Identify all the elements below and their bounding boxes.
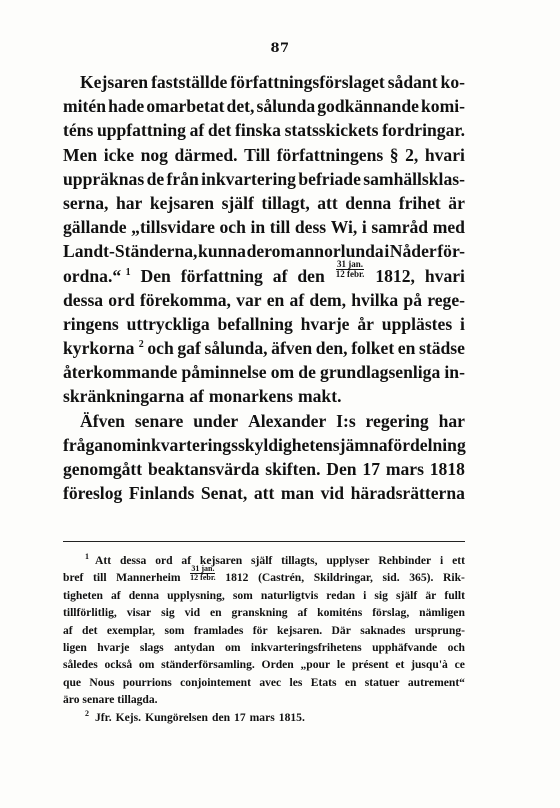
body-text [63,70,465,505]
text-line [63,258,465,288]
word: Nous [89,675,115,689]
word: in [250,217,266,238]
word: fördelning [387,434,466,455]
word: skränkningarna [63,386,185,407]
text-line [63,409,465,433]
word: författningens [276,144,384,165]
word: samråd [371,217,429,238]
word: bref [63,571,84,585]
word: förslag, [372,606,410,620]
word: 1818 [429,459,465,479]
word: antydan [174,640,215,654]
text-line [63,384,465,408]
word: man [280,483,315,504]
footnotes [63,552,465,726]
word: § [389,144,399,165]
word: af [181,554,192,567]
word: ständerförsamling. [161,658,255,672]
word: befriade [298,168,361,189]
footnote-line: äro senare tillagda. [63,693,158,707]
footnote-line [63,622,465,639]
footnote-ref: 2 [138,339,144,351]
word: 1815. [278,710,305,724]
word: denna [128,588,160,602]
word: en [266,289,285,310]
word: tillagts, [281,554,318,567]
word: som [232,588,253,602]
word: „tillsvidare [131,217,215,238]
text-line [63,70,465,94]
footnote-mark: 1 [85,552,89,562]
word: ko- [440,72,465,92]
date-denominator: 12 febr. [335,268,365,279]
word: ord [108,289,135,310]
footnote-line [63,656,465,673]
word: sålunda [256,96,316,117]
word: af [63,623,73,637]
text-line [63,457,465,481]
word: sig [374,588,388,602]
date-fraction [190,565,215,586]
word: redan [326,588,356,602]
word: hvari [424,144,465,165]
word: komiténs [317,606,363,620]
date-numerator: 31 jan. [191,564,215,574]
word: mitén [63,96,106,117]
word: frihet [398,192,441,213]
word: derom [246,241,296,262]
word: af [189,120,205,141]
word: et [395,658,405,672]
text-line [63,239,465,263]
word: granskning [231,606,288,620]
word: Alexander [248,410,327,431]
word: mars [385,459,424,479]
word: häradsrätterna [350,483,465,504]
word: godkännande [317,96,419,117]
word: Rehbinder [378,554,432,567]
word: kejsaren [199,554,243,567]
text-line [63,288,465,312]
word: om [138,658,155,672]
word: ce [454,658,465,672]
word: ordna.“ $^1$ [63,265,131,286]
word: samhällsklas- [363,168,465,189]
word: 1812 [225,571,249,585]
word: nämligen [419,606,465,620]
word: 17 [362,459,380,479]
word: 2, [405,144,419,165]
footnote-line [63,709,465,726]
footnote-line [63,587,465,604]
word: Kejsaren [80,72,149,92]
word: regering [365,410,429,431]
word: naturligtvis [260,588,319,602]
word: det [82,623,98,637]
word: visar [126,606,152,620]
word: finska [234,120,281,141]
word: mars [249,710,275,724]
word: Men [63,144,98,165]
word: ord [155,554,173,567]
footnote-line [63,604,465,621]
word: que [63,675,82,689]
word: Där [331,623,351,637]
footnote-ref: 1 [125,266,131,278]
word: sig [161,606,175,620]
word: (Castrén, [258,571,305,585]
date-numerator: 31 jan. [337,258,364,269]
word: Wi, [330,217,358,238]
word: autrement“ [407,675,465,689]
word: $^1$ Att [85,552,112,567]
word: en [210,606,222,620]
text-line [63,312,465,336]
footnote-rule [63,541,465,542]
word: i [363,588,367,602]
word: ursprung- [414,623,465,637]
word: hvarje [97,640,130,654]
word: kyrkorna $^2$ [63,338,144,359]
word: Nåder [389,241,437,262]
word: kejsaren. [276,623,323,637]
word: som [164,623,185,637]
word: upplästes [381,313,453,334]
word: hvari [424,265,465,286]
word: uttryckliga [126,313,210,334]
word: det, [226,96,255,117]
footnote-line [63,639,465,656]
word: tigheten [63,588,103,602]
text-line [63,336,465,360]
word: Landt-Ständerna, [63,241,198,262]
word: om [112,434,137,455]
word: Senat, [200,483,248,504]
word: slags [139,640,164,654]
word: le [336,658,346,672]
word: kunna [198,241,246,262]
word: af [189,386,204,407]
word: hade [108,96,145,117]
word: nog [140,144,168,165]
word: saknades [360,623,406,637]
word: jämna [339,434,388,455]
footnote-line [63,552,465,569]
word: för [252,623,268,637]
word: Den [326,459,357,479]
word: gällande [63,217,127,238]
word: Rik- [442,571,465,585]
word: om [270,362,295,383]
word: den, [315,338,348,359]
word: rege- [427,289,465,310]
word: återkommande [63,362,178,383]
word: inkvarteringsfrihetens [250,640,362,654]
word: i [440,554,444,567]
word: år [357,313,374,334]
word: upphäfvande [372,640,438,654]
word: serna, [63,192,109,213]
word: icke [103,144,135,165]
word: för- [437,241,465,262]
word: dessa [63,289,104,310]
word: hvarje [300,313,350,334]
word: Till [244,144,271,165]
word: kejsaren [149,192,215,213]
word: dessa [119,554,147,567]
word: i [361,217,367,238]
word: från [166,168,199,189]
word: Orden [261,658,294,672]
word: „pour [300,658,331,672]
word: framlades [193,623,244,637]
word: vid [184,606,201,620]
word: af [111,588,121,602]
word: dem, [309,289,347,310]
word: conjointement [180,675,251,689]
word: den [212,710,231,724]
word: Finlands [128,483,195,504]
word: exemplar, [106,623,156,637]
footnote-line [63,674,465,691]
word: uppfattning [96,120,186,141]
word: in- [444,362,465,383]
word: folket [351,338,395,359]
word: att [253,483,275,504]
word: ett [452,554,465,567]
text-line [63,433,465,457]
word: 1812, [375,265,415,286]
word: den [297,265,325,286]
word: äfven [271,338,313,359]
word: har [115,192,143,213]
word: Etats [310,675,337,689]
word: annorlunda [295,241,384,262]
word: Äfven [80,410,125,431]
word: författningsförslaget [230,72,385,92]
word: inkvarteringsskyldighetens [136,434,340,455]
word: présent [351,658,389,672]
page-number: 87 [270,41,290,56]
word: till [93,571,107,585]
word: Skildringar, [313,571,373,585]
word: och [447,640,465,654]
footnote-line [63,564,465,586]
word: var [236,289,262,310]
word: en [344,675,357,689]
word: fullt [444,588,465,602]
word: är [425,588,437,602]
text-line [63,118,465,142]
word: också [104,658,133,672]
word: skiften. [265,459,321,479]
word: föreslog [63,483,123,504]
word: statuer [364,675,400,689]
word: i [460,313,465,334]
word: I:s [336,410,356,431]
word: de [146,168,165,189]
word: fordringar. [382,120,465,141]
word: grundlagsenliga [320,362,441,383]
word: städse [419,338,465,359]
word: själf [221,192,254,213]
word: upplyser [326,554,370,567]
word: avec [259,675,282,689]
text-line [63,94,465,118]
word: denna [345,192,392,213]
word: med [432,217,465,238]
date-fraction [335,260,366,288]
word: är [448,192,465,213]
word: till [269,217,291,238]
word: hvilka [351,289,399,310]
word: makt. [297,386,342,407]
word: inkvartering [201,168,296,189]
word: att [317,192,338,213]
word: omarbetat [146,96,225,117]
word: det [207,120,232,141]
word: sådant [387,72,438,92]
word: fastställde [151,72,228,92]
word: författning [180,265,263,286]
word: téns [63,120,94,141]
text-line [63,215,465,239]
word: tillagt, [261,192,310,213]
word: beaktansvärda [147,459,260,479]
word: uppräknas [63,168,145,189]
text-line [63,360,465,384]
word: dess [294,217,327,238]
word: pourrions [122,675,172,689]
footnote-mark: 2 [85,708,89,718]
word: vid [320,483,345,504]
text-line [63,481,465,505]
word: på [403,289,423,310]
word: gaf [177,338,201,359]
word: af [297,606,308,620]
word: $^2$ Jfr. [85,708,112,724]
word: monarkens [208,386,293,407]
word: Kejs. [115,710,142,724]
text-line [63,143,465,167]
word: 365). [409,571,434,585]
word: ligen [63,640,87,654]
word: själf [251,554,273,567]
word: förekomma, [139,289,231,310]
word: jusqu'à [411,658,448,672]
word: således [63,658,98,672]
word: frågan [63,434,113,455]
word: statsskickets [284,120,379,141]
word: les [289,675,303,689]
word: själf [396,588,418,602]
word: befallning [217,313,293,334]
word: en [397,338,416,359]
word: af [272,265,288,286]
word: Den [140,265,171,286]
word: i [384,241,390,262]
word: ringens [63,313,119,334]
word: har [438,410,465,431]
word: Mannerheim [116,571,181,585]
text-line [63,191,465,215]
word: genomgått [63,459,143,479]
word: och [219,217,246,238]
word: komi- [421,96,465,117]
word: under [193,410,239,431]
word: sid. [382,571,400,585]
text-line [63,167,465,191]
word: de [298,362,316,383]
word: sålunda, [204,338,268,359]
word: af [289,289,305,310]
word: påminnelse [181,362,267,383]
date-denominator: 12 febr. [190,573,216,583]
word: om [225,640,241,654]
word: senare [134,410,184,431]
word: tillförlitlig, [63,606,117,620]
word: 17 [234,710,246,724]
word: upplysning, [167,588,225,602]
word: och [147,338,174,359]
word: Kungörelsen [145,710,208,724]
word: därmed. [174,144,238,165]
